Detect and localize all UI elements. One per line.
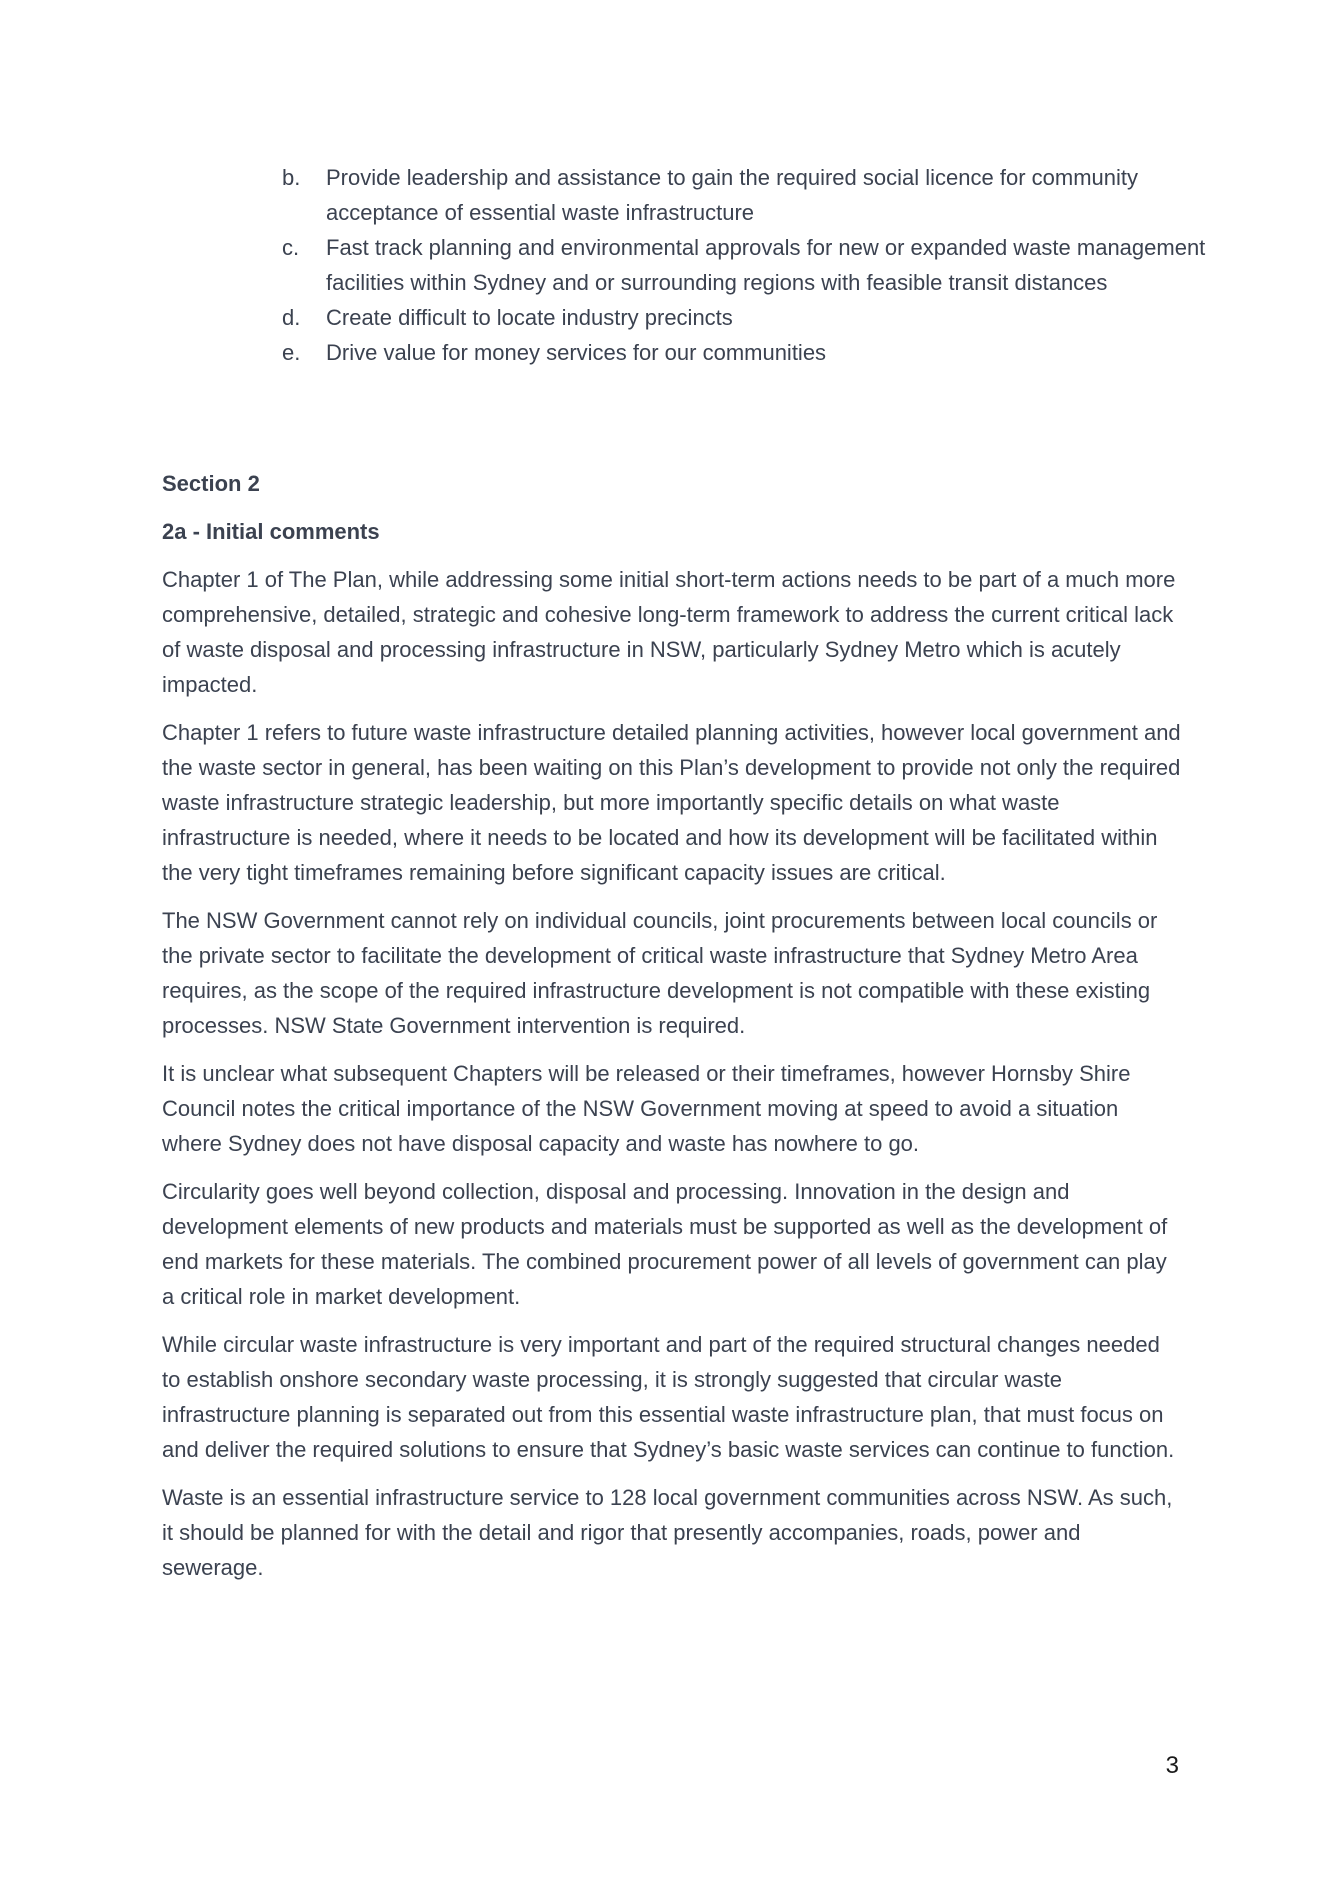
list-marker: d. bbox=[282, 305, 301, 330]
list-item bbox=[280, 230, 1206, 300]
paragraph: While circular waste infrastructure is very important and part of the required structural changes needed to establish onshore secondary waste processing, it is strongly suggested that circular waste infrastructure planning is separated out from this essential waste infrastructure plan, that must focus on and deliver the required solutions to ensure that Sydney’s basic waste services can continue to function. bbox=[162, 1332, 1175, 1462]
list-item-text: Fast track planning and environmental approvals for new or expanded waste management facilities within Sydney and or surrounding regions with feasible transit distances bbox=[326, 235, 1206, 295]
paragraph: The NSW Government cannot rely on individual councils, joint procurements between local councils or the private sector to facilitate the development of critical waste infrastructure that Sydney Metro Area requires, as the scope of the required infrastructure development is not compatible with these existing processes. NSW State Government intervention is required. bbox=[162, 908, 1158, 1038]
paragraph: Chapter 1 refers to future waste infrastructure detailed planning activities, however local government and the waste sector in general, has been waiting on this Plan’s development to provide not only the required waste infrastructure strategic leadership, but more importantly specific details on what waste infrastructure is needed, where it needs to be located and how its development will be facilitated within the very tight timeframes remaining before significant capacity issues are critical. bbox=[162, 720, 1181, 885]
paragraph: Waste is an essential infrastructure service to 128 local government communities across NSW. As such, it should be planned for with the detail and rigor that presently accompanies, roads, power and sewerage. bbox=[162, 1485, 1173, 1580]
list-item bbox=[280, 160, 1206, 230]
list-item-text: Provide leadership and assistance to gain the required social licence for community acceptance of essential waste infrastructure bbox=[326, 165, 1138, 225]
section-content bbox=[162, 466, 1182, 1598]
paragraph: Circularity goes well beyond collection, disposal and processing. Innovation in the design and development elements of new products and materials must be supported as well as the development of end markets for these materials. The combined procurement power of all levels of government can play a critical role in market development. bbox=[162, 1179, 1168, 1309]
list-item-text: Create difficult to locate industry precincts bbox=[326, 305, 733, 330]
list-marker: b. bbox=[282, 165, 301, 190]
paragraph: Chapter 1 of The Plan, while addressing some initial short-term actions needs to be part of a much more comprehensive, detailed, strategic and cohesive long-term framework to address the current critical lack of waste disposal and processing infrastructure in NSW, particularly Sydney Metro which is acutely impacted. bbox=[162, 567, 1176, 697]
subsection-heading: 2a - Initial comments bbox=[162, 519, 380, 544]
page-number: 3 bbox=[1165, 1752, 1179, 1779]
section-heading: Section 2 bbox=[162, 471, 260, 496]
recommendation-list bbox=[280, 160, 1206, 370]
list-marker: c. bbox=[282, 235, 300, 260]
list-item bbox=[280, 300, 1206, 335]
list-marker: e. bbox=[282, 340, 301, 365]
list-item bbox=[280, 335, 1206, 370]
list-item-text: Drive value for money services for our communities bbox=[326, 340, 827, 365]
paragraph: It is unclear what subsequent Chapters will be released or their timeframes, however Hornsby Shire Council notes the critical importance of the NSW Government moving at speed to avoid a situation where Sydney does not have disposal capacity and waste has nowhere to go. bbox=[162, 1061, 1131, 1156]
